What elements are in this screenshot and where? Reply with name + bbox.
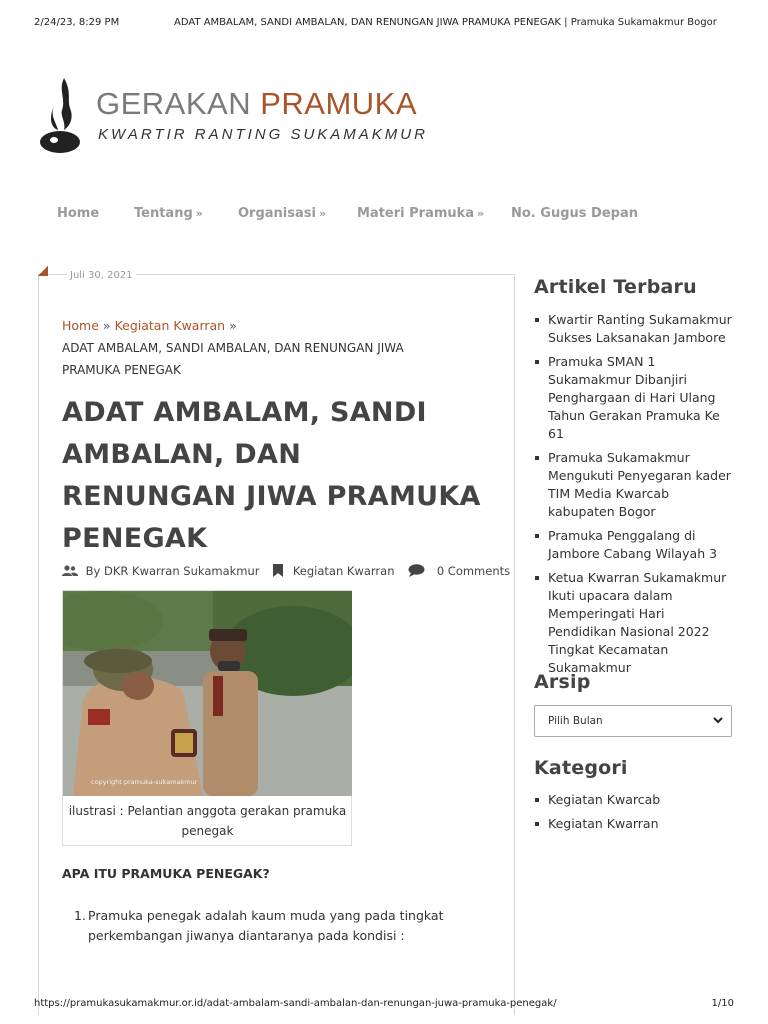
print-header (0, 0, 768, 40)
sidebar-archive-title: Arsip (534, 671, 591, 693)
sidebar-recent-item[interactable]: Ketua Kwarran Sukamakmur Ikuti upacara dalam Memperingati Hari Pendidikan Nasional 2022 Tingkat Kecamatan Sukamakmur (534, 569, 734, 677)
print-date: 2/24/23, 8:29 PM (34, 17, 120, 28)
post-meta (62, 563, 511, 578)
figure-caption: ilustrasi : Pelantian anggota gerakan pramuka penegak (68, 804, 347, 838)
bookmark-icon (273, 564, 283, 577)
sidebar-category-list (534, 791, 734, 839)
chevron-down-icon (711, 713, 725, 727)
nav-tentang[interactable]: Tentang » (134, 206, 203, 221)
chevron-right-double-icon: » (195, 207, 203, 220)
sidebar-recent-list (534, 311, 734, 683)
archive-select[interactable] (534, 705, 732, 737)
date-corner-mark (38, 266, 48, 276)
nav-materi-pramuka[interactable]: Materi Pramuka » (357, 206, 485, 221)
breadcrumb-separator: » (102, 318, 111, 333)
list-item-number: 1. (74, 908, 86, 923)
sidebar-recent-item[interactable]: Pramuka SMAN 1 Sukamakmur Dibanjiri Penghargaan di Hari Ulang Tahun Gerakan Pramuka Ke 61 (534, 353, 734, 443)
users-icon (62, 565, 78, 577)
breadcrumb (62, 315, 462, 381)
sidebar-category-item[interactable]: Kegiatan Kwarran (534, 815, 734, 833)
sidebar-recent-item[interactable]: Pramuka Penggalang di Jambore Cabang Wilayah 3 (534, 527, 734, 563)
section-heading: APA ITU PRAMUKA PENEGAK? (62, 866, 270, 881)
post-photo (63, 591, 352, 796)
sidebar-category-item[interactable]: Kegiatan Kwarcab (534, 791, 734, 809)
post-date: Juli 30, 2021 (67, 270, 136, 281)
print-page-number: 1/10 (711, 998, 734, 1009)
nav-home[interactable]: Home (57, 206, 100, 221)
pramuka-tunas-icon (36, 76, 86, 156)
chevron-right-double-icon: » (477, 207, 485, 220)
breadcrumb-separator: » (229, 318, 237, 333)
post-figure (62, 590, 352, 846)
sidebar-recent-title: Artikel Terbaru (534, 276, 697, 298)
sidebar-recent-item[interactable]: Pramuka Sukamakmur Mengukuti Penyegaran kader TIM Media Kwarcab kabupaten Bogor (534, 449, 734, 521)
photo-illustration (63, 591, 352, 796)
sidebar-recent-item[interactable]: Kwartir Ranting Sukamakmur Sukses Laksanakan Jambore (534, 311, 734, 347)
site-logo[interactable] (36, 76, 456, 160)
post-comments[interactable]: 0 Comments (436, 563, 511, 578)
post-author[interactable]: By DKR Kwarran Sukamakmur (85, 563, 260, 578)
breadcrumb-category[interactable]: Kegiatan Kwarran (114, 318, 226, 333)
nav-organisasi[interactable]: Organisasi » (238, 206, 327, 221)
logo-title: GERAKAN PRAMUKA (96, 86, 418, 121)
comment-icon (408, 564, 425, 577)
archive-select-value: Pilih Bulan (548, 715, 603, 727)
print-url: https://pramukasukamakmur.or.id/adat-ambalam-sandi-ambalan-dan-renungan-juwa-pramuka-penegak/ (34, 998, 557, 1009)
print-title: ADAT AMBALAM, SANDI AMBALAN, DAN RENUNGAN JIWA PRAMUKA PENEGAK | Pramuka Sukamakmur Bogor (174, 17, 717, 28)
sidebar-category-title: Kategori (534, 757, 628, 779)
list-item: Pramuka penegak adalah kaum muda yang pada tingkat perkembangan jiwanya diantaranya pada kondisi : (88, 908, 444, 943)
breadcrumb-home[interactable]: Home (62, 318, 99, 333)
breadcrumb-current: ADAT AMBALAM, SANDI AMBALAN, DAN RENUNGAN JIWA PRAMUKA PENEGAK (62, 341, 404, 377)
print-footer (0, 998, 768, 1024)
post-title: ADAT AMBALAM, SANDI AMBALAN, DAN RENUNGAN JIWA PRAMUKA PENEGAK (62, 397, 481, 554)
nav-gugus-depan[interactable]: No. Gugus Depan (511, 206, 638, 221)
post-category[interactable]: Kegiatan Kwarran (292, 563, 395, 578)
chevron-right-double-icon: » (318, 207, 327, 220)
logo-subtitle: KWARTIR RANTING SUKAMAKMUR (98, 126, 428, 143)
photo-watermark: copyright pramuka-sukamakmur (91, 778, 198, 786)
